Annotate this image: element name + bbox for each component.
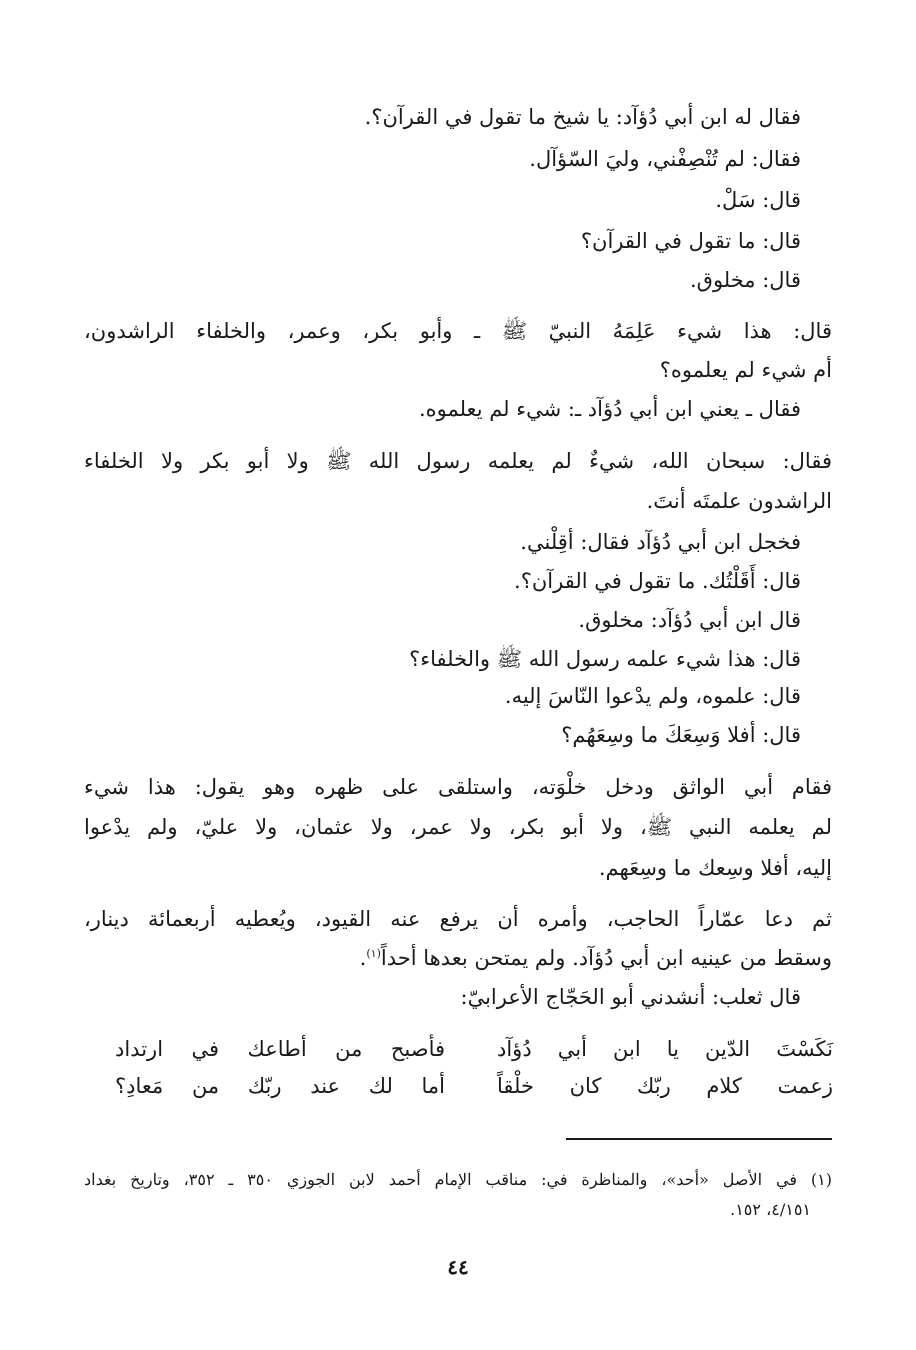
text-line: قال ابن أبي دُؤآد: مخلوق. [578, 608, 801, 632]
text-line: لم يعلمه النبي ﷺ، ولا أبو بكر، ولا عمر، ولا عثمان، ولا عليّ، ولم يدْعوا [84, 815, 832, 839]
text-line: قال: أَقَلْتُك. ما تقول في القرآن؟. [514, 569, 801, 593]
text-line: قال: هذا شيء علمه رسول الله ﷺ والخلفاء؟ [409, 647, 801, 671]
text-line: أم شيء لم يعلموه؟ [659, 358, 832, 382]
text-line: فقام أبي الواثق ودخل خلْوَته، واستلقى على ظهره وهو يقول: هذا شيء [84, 775, 832, 799]
text-line: قال: علموه، ولم يدْعوا النّاسَ إليه. [504, 684, 801, 708]
verse-second-hemistich: أما لك عند ربّك من مَعادِ؟ [115, 1074, 445, 1098]
footnote-marker: (١) [366, 947, 381, 960]
text-line: قال: ما تقول في القرآن؟ [580, 229, 801, 253]
text-line: قال: مخلوق. [689, 268, 801, 292]
text-line: فقال ـ يعني ابن أبي دُؤآد ـ: شيء لم يعلموه. [418, 397, 801, 421]
verse-second-hemistich: فأصبح من أطاعك في ارتداد [115, 1037, 445, 1061]
verse-line [115, 1069, 833, 1103]
text-line: فخجل ابن أبي دُؤآد فقال: أقِلْني. [520, 530, 801, 554]
verse-line [115, 1032, 833, 1066]
text-line: إليه، أفلا وسِعك ما وسِعَهم. [598, 856, 832, 880]
footnote-line: (١) في الأصل «أحد»، والمناظرة في: مناقب الإمام أحمد لابن الجوزي ٣٥٠ ـ ٣٥٢، وتاريخ بغداد [84, 1170, 833, 1189]
page-number: ٤٤ [447, 1255, 469, 1279]
text-segment: وسقط من عينيه ابن أبي دُؤآد. ولم يمتحن بعدها أحداً [380, 946, 832, 970]
footnote-line: ٤/١٥١، ١٥٢. [730, 1200, 811, 1219]
verse-first-hemistich: نَكَسْتَ الدّين يا ابن أبي دُؤآد [497, 1037, 833, 1061]
text-line: فقال: لم تُنْصِفْني، وليَ السّؤآل. [529, 147, 801, 171]
text-line: قال: أفلا وَسِعَكَ ما وسِعَهُم؟ [561, 723, 801, 747]
text-line: الراشدون علمتَه أنتَ. [646, 489, 832, 513]
text-line: قال: هذا شيء عَلِمَهُ النبيّ ﷺ ـ وأبو بكر، وعمر، والخلفاء الراشدون، [84, 319, 832, 343]
footnote-separator [566, 1138, 832, 1140]
verse-first-hemistich: زعمت كلام ربّك كان خلْقاً [497, 1074, 833, 1098]
text-line: وسقط من عينيه ابن أبي دُؤآد. ولم يمتحن بعدها أحداً$^{(١)}$. [359, 946, 832, 970]
text-line: فقال له ابن أبي دُؤآد: يا شيخ ما تقول في القرآن؟. [364, 105, 801, 129]
text-line: فقال: سبحان الله، شيءٌ لم يعلمه رسول الله ﷺ ولا أبو بكر ولا الخلفاء [84, 449, 832, 473]
text-line: ثم دعا عمّاراً الحاجب، وأمره أن يرفع عنه القيود، ويُعطيه أربعمائة دينار، [84, 907, 832, 931]
text-line: قال ثعلب: أنشدني أبو الحَجّاج الأعرابيّ: [460, 985, 801, 1009]
text-line: قال: سَلْ. [715, 188, 801, 212]
